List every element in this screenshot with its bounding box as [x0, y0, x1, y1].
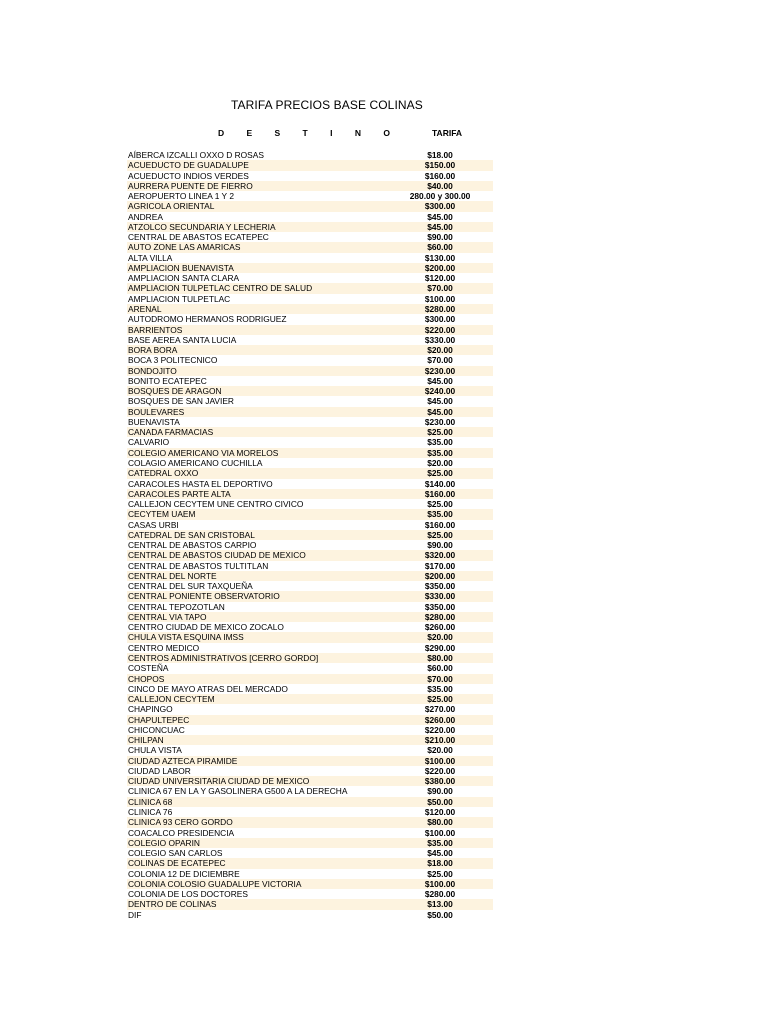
tarifa-cell: $380.00 — [424, 776, 456, 787]
tarifa-cell: $240.00 — [424, 386, 456, 397]
destino-cell: ALTA VILLA — [128, 252, 173, 263]
tarifa-cell: $90.00 — [427, 540, 453, 551]
table-row — [127, 858, 493, 868]
destino-cell: CATEDRAL OXXO — [128, 468, 199, 479]
tarifa-cell: $25.00 — [427, 427, 453, 438]
destino-cell: AURRERA PUENTE DE FIERRO — [128, 180, 253, 191]
tarifa-cell: $50.00 — [427, 796, 453, 807]
destino-cell: COLEGIO SAN CARLOS — [128, 848, 223, 859]
tarifa-cell: $35.00 — [427, 447, 453, 458]
table-row — [127, 910, 493, 920]
table-row — [127, 889, 493, 899]
tarifa-cell: $100.00 — [424, 827, 456, 838]
table-row — [127, 715, 493, 725]
table-row — [127, 663, 493, 673]
destino-cell: COLONIA DE LOS DOCTORES — [128, 889, 248, 900]
tarifa-cell: $13.00 — [427, 899, 453, 910]
destino-cell: CHAPINGO — [128, 704, 173, 715]
destino-cell: CINCO DE MAYO ATRAS DEL MERCADO — [128, 683, 288, 694]
tarifa-cell: $35.00 — [427, 437, 453, 448]
table-row — [127, 684, 493, 694]
destino-cell: CIUDAD AZTECA PIRAMIDE — [128, 755, 238, 766]
table-row — [127, 437, 493, 447]
tarifa-cell: $45.00 — [427, 375, 453, 386]
destino-cell: COSTEÑA — [128, 663, 169, 674]
tarifa-cell: $80.00 — [427, 653, 453, 664]
tarifa-cell: $70.00 — [427, 355, 453, 366]
tarifa-cell: $200.00 — [424, 570, 456, 581]
table-row — [127, 212, 493, 222]
table-row — [127, 725, 493, 735]
destino-cell: CHILPAN — [128, 735, 164, 746]
tarifa-cell: $130.00 — [424, 252, 456, 263]
table-row — [127, 704, 493, 714]
tarifa-cell: $45.00 — [427, 211, 453, 222]
destino-cell: CECYTEM UAEM — [128, 509, 196, 520]
tarifa-cell: $70.00 — [427, 283, 453, 294]
destino-cell: BOSQUES DE SAN JAVIER — [128, 396, 234, 407]
destino-cell: BOULEVARES — [128, 406, 185, 417]
table-row — [127, 489, 493, 499]
table-row — [127, 735, 493, 745]
destino-cell: COLEGIO AMERICANO VIA MORELOS — [128, 447, 279, 458]
table-row — [127, 376, 493, 386]
table-row — [127, 396, 493, 406]
table-row — [127, 386, 493, 396]
destino-cell: CARACOLES PARTE ALTA — [128, 488, 231, 499]
destino-cell: COLONIA 12 DE DICIEMBRE — [128, 868, 240, 879]
table-row — [127, 797, 493, 807]
table-row — [127, 561, 493, 571]
tarifa-cell: $120.00 — [424, 807, 456, 817]
destino-cell: CENTRAL DE ABASTOS CARPIO — [128, 540, 257, 551]
tarifa-cell: $100.00 — [424, 878, 456, 889]
tarifa-cell: $25.00 — [427, 468, 453, 479]
table-row — [127, 786, 493, 796]
destino-cell: CALVARIO — [128, 437, 170, 448]
table-row — [127, 550, 493, 560]
tarifa-cell: 280.00 y 300.00 — [409, 191, 471, 202]
destino-cell: CALLEJON CECYTEM — [128, 694, 215, 705]
table-row — [127, 171, 493, 181]
table-row — [127, 622, 493, 632]
tarifa-cell: $350.00 — [424, 601, 456, 612]
table-row — [127, 776, 493, 786]
tarifa-cell: $220.00 — [424, 765, 456, 776]
tarifa-cell: $330.00 — [424, 334, 456, 345]
table-row — [127, 294, 493, 304]
destino-cell: CENTRAL VIA TAPO — [128, 611, 207, 622]
tarifa-cell: $200.00 — [424, 262, 456, 273]
destino-cell: AEROPUERTO LINEA 1 Y 2 — [128, 191, 234, 202]
tarifa-cell: $300.00 — [424, 314, 456, 325]
table-row — [127, 807, 493, 817]
tarifa-cell: $18.00 — [427, 858, 453, 869]
table-row — [127, 848, 493, 858]
tarifa-cell: $290.00 — [424, 642, 456, 653]
tarifa-cell: $25.00 — [427, 529, 453, 540]
destino-cell: AUTODROMO HERMANOS RODRIGUEZ — [128, 314, 287, 325]
destino-cell: DENTRO DE COLINAS — [128, 899, 217, 910]
destino-cell: CLINICA 76 — [128, 807, 173, 817]
destino-cell: CHULA VISTA ESQUINA IMSS — [128, 632, 244, 643]
destino-cell: CALLEJON CECYTEM UNE CENTRO CIVICO — [128, 499, 304, 510]
destino-cell: BUENAVISTA — [128, 416, 180, 427]
table-row — [127, 571, 493, 581]
tarifa-cell: $230.00 — [424, 365, 456, 376]
table-row — [127, 232, 493, 242]
tarifa-cell: $100.00 — [424, 293, 456, 304]
tarifa-cell: $50.00 — [427, 909, 453, 920]
table-row — [127, 417, 493, 427]
tarifa-cell: $210.00 — [424, 735, 456, 746]
table-row — [127, 242, 493, 252]
destino-cell: CENTRAL DEL NORTE — [128, 570, 217, 581]
table-row — [127, 366, 493, 376]
table-row — [127, 509, 493, 519]
table-row — [127, 314, 493, 324]
table-row — [127, 591, 493, 601]
tarifa-cell: $45.00 — [427, 221, 453, 232]
table-row — [127, 448, 493, 458]
table-row — [127, 222, 493, 232]
tarifa-cell: $60.00 — [427, 663, 453, 674]
table-row — [127, 283, 493, 293]
destino-cell: COLONIA COLOSIO GUADALUPE VICTORIA — [128, 878, 302, 889]
tarifa-cell: $300.00 — [424, 201, 456, 212]
destino-cell: ATZOLCO SECUNDARIA Y LECHERIA — [128, 221, 276, 232]
table-row — [127, 643, 493, 653]
table-row — [127, 499, 493, 509]
tarifa-cell: $35.00 — [427, 837, 453, 848]
destino-cell: COACALCO PRESIDENCIA — [128, 827, 235, 838]
destino-cell: ACUEDUCTO DE GUADALUPE — [128, 160, 249, 171]
tarifa-cell: $140.00 — [424, 478, 456, 489]
destino-cell: CENTRAL DE ABASTOS TULTITLAN — [128, 560, 269, 571]
tarifa-cell: $280.00 — [424, 303, 456, 314]
tarifa-cell: $25.00 — [427, 868, 453, 879]
table-row — [127, 838, 493, 848]
destino-cell: BONDOJITO — [128, 365, 177, 376]
table-row — [127, 407, 493, 417]
destino-cell: CLINICA 93 CERO GORDO — [128, 817, 233, 828]
tarifa-cell: $80.00 — [427, 817, 453, 828]
tarifa-cell: $350.00 — [424, 581, 456, 592]
destino-cell: BASE AEREA SANTA LUCIA — [128, 334, 237, 345]
tarifa-cell: $320.00 — [424, 550, 456, 561]
tarifa-cell: $330.00 — [424, 591, 456, 602]
table-row — [127, 273, 493, 283]
table-row — [127, 325, 493, 335]
tarifa-cell: $160.00 — [424, 170, 456, 181]
tarifa-cell: $220.00 — [424, 724, 456, 735]
destino-cell: AUTO ZONE LAS AMARICAS — [128, 242, 241, 253]
destino-cell: COLINAS DE ECATEPEC — [128, 858, 226, 869]
destino-cell: AMPLIACION SANTA CLARA — [128, 273, 240, 284]
table-row — [127, 458, 493, 468]
table-row — [127, 581, 493, 591]
tarifa-cell: $35.00 — [427, 509, 453, 520]
destino-cell: BORA BORA — [128, 345, 178, 356]
destino-cell: CARACOLES HASTA EL DEPORTIVO — [128, 478, 273, 489]
table-row — [127, 181, 493, 191]
destino-cell: ANDREA — [128, 211, 163, 222]
column-header-destino: D E S T I N O — [218, 128, 400, 138]
table-row — [127, 355, 493, 365]
destino-cell: AGRICOLA ORIENTAL — [128, 201, 215, 212]
table-row — [127, 879, 493, 889]
destino-cell: COLEGIO OPARIN — [128, 837, 200, 848]
table-row — [127, 653, 493, 663]
destino-cell: CHAPULTEPEC — [128, 714, 190, 725]
tarifa-cell: $120.00 — [424, 273, 456, 284]
tarifa-cell: $260.00 — [424, 714, 456, 725]
destino-cell: CENTRAL PONIENTE OBSERVATORIO — [128, 591, 280, 602]
document-title: TARIFA PRECIOS BASE COLINAS — [231, 98, 423, 112]
table-row — [127, 869, 493, 879]
table-row — [127, 530, 493, 540]
table-row — [127, 828, 493, 838]
tarifa-cell: $20.00 — [427, 457, 453, 468]
tarifa-cell: $35.00 — [427, 683, 453, 694]
destino-cell: CENTRO MEDICO — [128, 642, 200, 653]
destino-cell: BARRIENTOS — [128, 324, 183, 335]
tarifa-cell: $170.00 — [424, 560, 456, 571]
tarifa-cell: $20.00 — [427, 745, 453, 756]
table-row — [127, 766, 493, 776]
destino-cell: CENTRAL DE ABASTOS CIUDAD DE MEXICO — [128, 550, 306, 561]
destino-cell: CENTRAL TEPOZOTLAN — [128, 601, 225, 612]
destino-cell: CHOPOS — [128, 673, 165, 684]
table-row — [127, 745, 493, 755]
tarifa-cell: $70.00 — [427, 673, 453, 684]
column-header-tarifa: TARIFA — [432, 128, 463, 138]
destino-cell: AÍBERCA IZCALLI OXXO D ROSAS — [128, 150, 264, 160]
destino-cell: CIUDAD LABOR — [128, 765, 191, 776]
destino-cell: AMPLIACION BUENAVISTA — [128, 262, 234, 273]
tarifa-cell: $20.00 — [427, 345, 453, 356]
tarifa-cell: $160.00 — [424, 519, 456, 530]
destino-cell: CHICONCUAC — [128, 724, 185, 735]
table-row — [127, 602, 493, 612]
tarifa-cell: $18.00 — [427, 150, 453, 160]
tarifa-cell: $25.00 — [427, 499, 453, 510]
tarifa-cell: $100.00 — [424, 755, 456, 766]
destino-cell: CANADA FARMACIAS — [128, 427, 214, 438]
tarifa-cell: $280.00 — [424, 889, 456, 900]
tarifa-cell: $260.00 — [424, 622, 456, 633]
tarifa-cell: $160.00 — [424, 488, 456, 499]
table-row — [127, 150, 493, 160]
tarifa-cell: $60.00 — [427, 242, 453, 253]
rates-table — [127, 150, 493, 920]
tarifa-cell: $25.00 — [427, 694, 453, 705]
table-row — [127, 253, 493, 263]
destino-cell: CIUDAD UNIVERSITARIA CIUDAD DE MEXICO — [128, 776, 310, 787]
tarifa-cell: $90.00 — [427, 786, 453, 797]
destino-cell: DIF — [128, 909, 142, 920]
destino-cell: CLINICA 68 — [128, 796, 173, 807]
tarifa-cell: $230.00 — [424, 416, 456, 427]
destino-cell: CLINICA 67 EN LA Y GASOLINERA G500 A LA DERECHA — [128, 786, 348, 797]
table-row — [127, 694, 493, 704]
destino-cell: BOSQUES DE ARAGON — [128, 386, 222, 397]
table-row — [127, 756, 493, 766]
tarifa-cell: $45.00 — [427, 848, 453, 859]
tarifa-cell: $45.00 — [427, 406, 453, 417]
destino-cell: AMPLIACION TULPETLAC CENTRO DE SALUD — [128, 283, 313, 294]
tarifa-cell: $45.00 — [427, 396, 453, 407]
destino-cell: ARENAL — [128, 303, 162, 314]
table-row — [127, 427, 493, 437]
table-row — [127, 345, 493, 355]
tarifa-cell: $280.00 — [424, 611, 456, 622]
table-row — [127, 304, 493, 314]
destino-cell: BONITO ECATEPEC — [128, 375, 207, 386]
destino-cell: CASAS URBI — [128, 519, 179, 530]
destino-cell: CENTRAL DEL SUR TAXQUEÑA — [128, 581, 253, 592]
destino-cell: COLAGIO AMERICANO CUCHILLA — [128, 457, 263, 468]
tarifa-cell: $220.00 — [424, 324, 456, 335]
table-row — [127, 335, 493, 345]
destino-cell: CENTROS ADMINISTRATIVOS [CERRO GORDO] — [128, 653, 319, 664]
destino-cell: CATEDRAL DE SAN CRISTOBAL — [128, 529, 255, 540]
table-row — [127, 191, 493, 201]
tarifa-cell: $270.00 — [424, 704, 456, 715]
destino-cell: AMPLIACION TULPETLAC — [128, 293, 231, 304]
table-row — [127, 201, 493, 211]
destino-cell: CENTRO CIUDAD DE MEXICO ZOCALO — [128, 622, 284, 633]
table-row — [127, 817, 493, 827]
table-row — [127, 479, 493, 489]
table-row — [127, 160, 493, 170]
destino-cell: CHULA VISTA — [128, 745, 182, 756]
table-row — [127, 899, 493, 909]
tarifa-cell: $20.00 — [427, 632, 453, 643]
table-row — [127, 632, 493, 642]
table-row — [127, 468, 493, 478]
table-row — [127, 674, 493, 684]
tarifa-cell: $150.00 — [424, 160, 456, 171]
table-row — [127, 263, 493, 273]
destino-cell: BOCA 3 POLITECNICO — [128, 355, 218, 366]
tarifa-cell: $40.00 — [427, 180, 453, 191]
table-row — [127, 520, 493, 530]
table-row — [127, 612, 493, 622]
destino-cell: CENTRAL DE ABASTOS ECATEPEC — [128, 232, 269, 243]
destino-cell: ACUEDUCTO INDIOS VERDES — [128, 170, 249, 181]
tarifa-cell: $90.00 — [427, 232, 453, 243]
table-row — [127, 540, 493, 550]
